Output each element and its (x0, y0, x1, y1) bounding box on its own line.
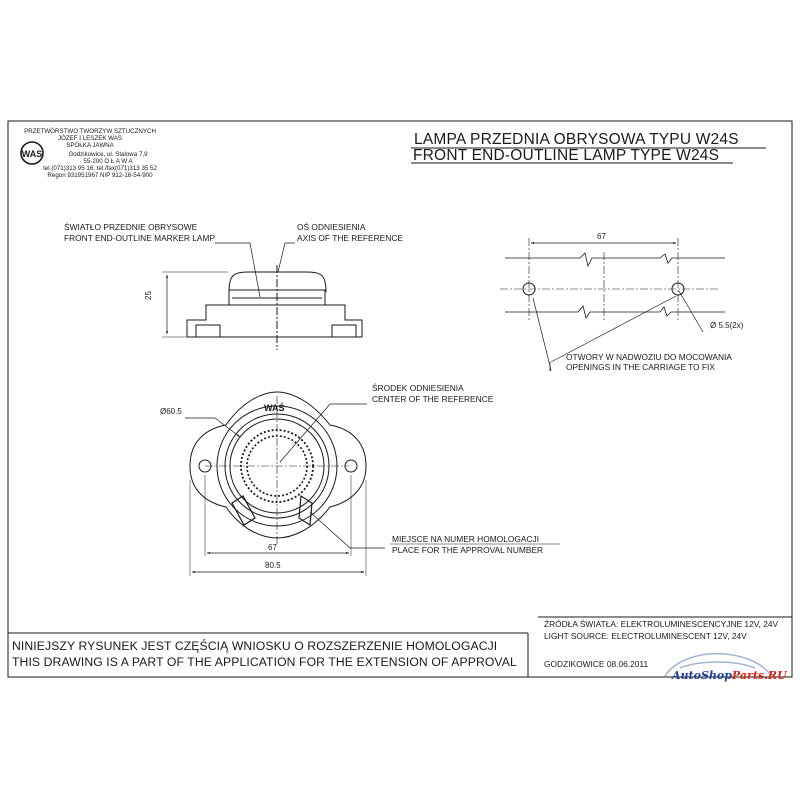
title-en: FRONT END-OUTLINE LAMP TYPE W24S (413, 147, 720, 164)
watermark (672, 670, 787, 681)
side-view (162, 243, 362, 350)
company-line: SPÓŁKA JAWNA (66, 142, 114, 150)
label-approval-pl: MIEJSCE NA NUMER HOMOLOGACJI (392, 534, 540, 544)
watermark-text-a: AutoShop (672, 669, 732, 682)
light-source-pl: ŹRÓDŁA ŚWIATŁA: ELEKTROLUMINESCENCYJNE 12V, 24V (544, 619, 779, 629)
label-axis-pl: OŚ ODNIESIENIA (297, 222, 366, 232)
dim-hole-spacing: 67 (597, 232, 606, 241)
footer-date: GODZIKOWICE 08.06.2011 (544, 659, 649, 669)
dim-width-inner: 67 (268, 543, 277, 552)
title-pl: LAMPA PRZEDNIA OBRYSOWA TYPU W24S (414, 131, 739, 148)
light-source-en: LIGHT SOURCE: ELECTROLUMINESCENT 12V, 24V (544, 631, 747, 641)
company-line: tel.(071)313 95 16, tel./fax(071)313 35 52 (43, 165, 157, 173)
label-center-pl: ŚRODEK ODNIESIENIA (372, 383, 464, 393)
dim-width-outer: 80.5 (265, 561, 281, 570)
lens-brand: WAŚ (264, 403, 285, 413)
watermark-text-b: Parts.RU (731, 669, 787, 682)
front-view (185, 392, 385, 576)
svg-text:WAS: WAS (21, 149, 43, 159)
label-openings-pl: OTWORY W NADWOZIU DO MOCOWANIA (566, 352, 732, 362)
label-openings-en: OPENINGS IN THE CARRIAGE TO FIX (566, 362, 715, 372)
company-line: Godzikowice, ul. Stalowa 7,9 (68, 150, 148, 158)
dim-height: 25 (144, 291, 153, 300)
company-line: PRZETWÓRSTWO TWORZYW SZTUCZNYCH (24, 128, 156, 135)
dim-diameter: Ø60.5 (160, 407, 182, 416)
footer-pl: NINIEJSZY RYSUNEK JEST CZĘŚCIĄ WNIOSKU O ROZSZERZENIE HOMOLOGACJI (12, 639, 498, 653)
label-axis-en: AXIS OF THE REFERENCE (297, 233, 403, 243)
footer-en: THIS DRAWING IS A PART OF THE APPLICATION FOR THE EXTENSION OF APPROVAL (12, 655, 517, 669)
label-marker-pl: ŚWIATŁO PRZEDNIE OBRYSOWE (64, 222, 198, 232)
company-line: 55-200 O Ł A W A (83, 157, 133, 165)
dim-hole-diameter: Ø 5.5(2x) (710, 321, 744, 330)
label-center-en: CENTER OF THE REFERENCE (372, 394, 494, 404)
company-line: JÓZEF I LESZEK WAS (57, 135, 123, 143)
label-approval-en: PLACE FOR THE APPROVAL NUMBER (392, 545, 544, 555)
company-info (5, 128, 180, 180)
company-line: Regon 931951967 NIP 912-16-54-900 (47, 172, 153, 180)
label-marker-en: FRONT END-OUTLINE MARKER LAMP (64, 233, 216, 243)
